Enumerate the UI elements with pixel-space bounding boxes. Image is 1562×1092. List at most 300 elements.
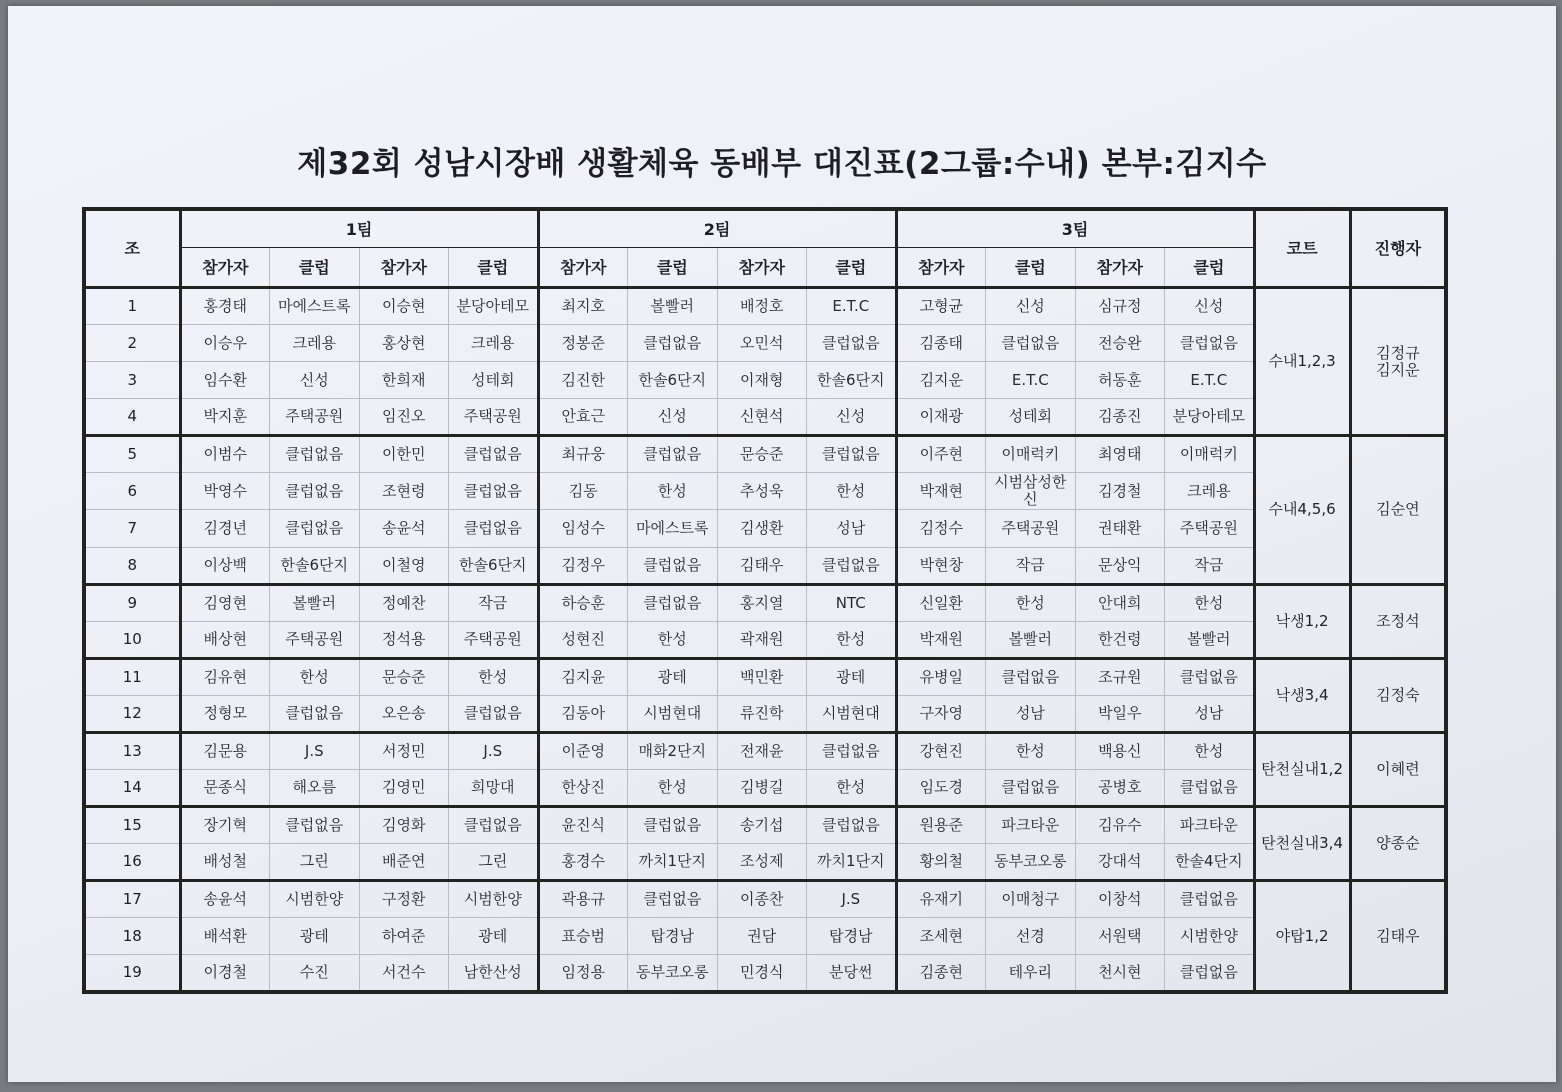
club-cell: 클럽없음 xyxy=(270,436,360,473)
participant-cell: 하여준 xyxy=(359,918,449,955)
participant-cell: 추성욱 xyxy=(717,473,807,510)
operator-name: 양종순 xyxy=(1376,834,1420,853)
participant-cell: 이범수 xyxy=(180,436,270,473)
participant-cell: 이상백 xyxy=(180,547,270,584)
club-cell: 시범삼성한신 xyxy=(986,473,1076,510)
club-cell: 한성 xyxy=(1165,584,1255,621)
table-row xyxy=(84,658,1446,695)
group-number: 8 xyxy=(84,547,180,584)
participant-cell: 김경철 xyxy=(1075,473,1165,510)
club-cell: 성테회 xyxy=(986,399,1076,436)
club-cell: 클럽없음 xyxy=(807,547,897,584)
group-number: 3 xyxy=(84,362,180,399)
participant-cell: 이재광 xyxy=(896,399,986,436)
court-cell: 야탑1,2 xyxy=(1254,881,1350,992)
club-cell: 클럽없음 xyxy=(628,436,718,473)
group-number: 18 xyxy=(84,918,180,955)
participant-cell: 서건수 xyxy=(359,955,449,992)
court-cell: 낙생3,4 xyxy=(1254,658,1350,732)
club-cell: 작금 xyxy=(1165,547,1255,584)
club-cell: 클럽없음 xyxy=(449,510,539,547)
club-cell: 신성 xyxy=(270,362,360,399)
club-cell: 클럽없음 xyxy=(628,807,718,844)
club-cell: 신성 xyxy=(628,399,718,436)
table-row xyxy=(84,325,1446,362)
participant-cell: 이경철 xyxy=(180,955,270,992)
participant-cell: 김영민 xyxy=(359,770,449,807)
participant-subheader: 참가자 xyxy=(1075,248,1165,288)
club-cell: 주택공원 xyxy=(449,399,539,436)
participant-cell: 김동아 xyxy=(538,695,628,732)
club-cell: 한솔6단지 xyxy=(270,547,360,584)
participant-cell: 김종현 xyxy=(896,955,986,992)
club-cell: 성남 xyxy=(986,695,1076,732)
participant-cell: 구자영 xyxy=(896,695,986,732)
club-cell: 신성 xyxy=(986,288,1076,325)
club-cell: 탑경남 xyxy=(807,918,897,955)
club-cell: 광테 xyxy=(449,918,539,955)
group-number: 19 xyxy=(84,955,180,992)
participant-cell: 정봉준 xyxy=(538,325,628,362)
participant-cell: 이창석 xyxy=(1075,881,1165,918)
participant-cell: 구정환 xyxy=(359,881,449,918)
participant-cell: 김병길 xyxy=(717,770,807,807)
court-cell: 수내4,5,6 xyxy=(1254,436,1350,584)
participant-cell: 배상현 xyxy=(180,621,270,658)
club-cell: 클럽없음 xyxy=(807,732,897,769)
club-cell: 마에스트록 xyxy=(270,288,360,325)
participant-cell: 조성제 xyxy=(717,844,807,881)
participant-cell: 류진학 xyxy=(717,695,807,732)
participant-cell: 유재기 xyxy=(896,881,986,918)
club-cell: 클럽없음 xyxy=(449,695,539,732)
participant-cell: 서정민 xyxy=(359,732,449,769)
group-number: 10 xyxy=(84,621,180,658)
participant-cell: 홍경태 xyxy=(180,288,270,325)
club-cell: 한성 xyxy=(270,658,360,695)
participant-cell: 곽용규 xyxy=(538,881,628,918)
club-cell: 까치1단지 xyxy=(628,844,718,881)
participant-cell: 박현창 xyxy=(896,547,986,584)
club-cell: 신성 xyxy=(1165,288,1255,325)
club-cell: 볼빨러 xyxy=(270,584,360,621)
participant-cell: 김영화 xyxy=(359,807,449,844)
club-cell: 클럽없음 xyxy=(986,658,1076,695)
club-cell: 분당썬 xyxy=(807,955,897,992)
participant-cell: 임도경 xyxy=(896,770,986,807)
club-cell: 분당아테모 xyxy=(449,288,539,325)
operator-cell xyxy=(1350,807,1446,881)
club-cell: 테우리 xyxy=(986,955,1076,992)
club-cell: 볼빨러 xyxy=(628,288,718,325)
table-row xyxy=(84,399,1446,436)
participant-cell: 송윤석 xyxy=(180,881,270,918)
operator-cell xyxy=(1350,881,1446,992)
paper-sheet xyxy=(8,6,1556,1082)
club-cell: 광테 xyxy=(807,658,897,695)
participant-cell: 박일우 xyxy=(1075,695,1165,732)
participant-cell: 천시현 xyxy=(1075,955,1165,992)
participant-cell: 임정용 xyxy=(538,955,628,992)
club-cell: 한성 xyxy=(986,584,1076,621)
table-row xyxy=(84,695,1446,732)
participant-cell: 한상진 xyxy=(538,770,628,807)
participant-cell: 임수환 xyxy=(180,362,270,399)
participant-cell: 고형균 xyxy=(896,288,986,325)
club-cell: 크레용 xyxy=(449,325,539,362)
club-cell: 광테 xyxy=(270,918,360,955)
group-number: 13 xyxy=(84,732,180,769)
participant-cell: 안효근 xyxy=(538,399,628,436)
club-cell: 크레용 xyxy=(270,325,360,362)
participant-cell: 김지운 xyxy=(896,362,986,399)
participant-cell: 정형모 xyxy=(180,695,270,732)
participant-cell: 김유수 xyxy=(1075,807,1165,844)
participant-cell: 김진한 xyxy=(538,362,628,399)
club-cell: 클럽없음 xyxy=(449,807,539,844)
participant-cell: 조세현 xyxy=(896,918,986,955)
group-number: 16 xyxy=(84,844,180,881)
club-cell: 클럽없음 xyxy=(807,436,897,473)
club-cell: 클럽없음 xyxy=(628,881,718,918)
participant-cell: 송기섭 xyxy=(717,807,807,844)
club-subheader: 클럽 xyxy=(807,248,897,288)
operator-cell xyxy=(1350,658,1446,732)
group-number: 7 xyxy=(84,510,180,547)
club-cell: 클럽없음 xyxy=(986,325,1076,362)
table-row xyxy=(84,510,1446,547)
participant-cell: 박재원 xyxy=(896,621,986,658)
club-cell: E.T.C xyxy=(986,362,1076,399)
club-cell: 주택공원 xyxy=(449,621,539,658)
club-cell: 탑경남 xyxy=(628,918,718,955)
participant-cell: 최지호 xyxy=(538,288,628,325)
operator-name: 김지운 xyxy=(1376,360,1420,379)
participant-cell: 이승우 xyxy=(180,325,270,362)
table-row xyxy=(84,732,1446,769)
club-cell: 클럽없음 xyxy=(270,473,360,510)
club-cell: 주택공원 xyxy=(1165,510,1255,547)
club-cell: 클럽없음 xyxy=(807,807,897,844)
club-subheader: 클럽 xyxy=(986,248,1076,288)
participant-cell: 김태우 xyxy=(717,547,807,584)
participant-cell: 윤진식 xyxy=(538,807,628,844)
participant-cell: 백용신 xyxy=(1075,732,1165,769)
club-cell: 남한산성 xyxy=(449,955,539,992)
club-cell: 클럽없음 xyxy=(986,770,1076,807)
participant-cell: 안대희 xyxy=(1075,584,1165,621)
club-cell: 파크타운 xyxy=(986,807,1076,844)
participant-cell: 문승준 xyxy=(359,658,449,695)
group-number: 17 xyxy=(84,881,180,918)
participant-subheader: 참가자 xyxy=(896,248,986,288)
club-cell: 이매럭키 xyxy=(986,436,1076,473)
group-number: 5 xyxy=(84,436,180,473)
club-cell: 한성 xyxy=(628,473,718,510)
club-cell: 동부코오롱 xyxy=(986,844,1076,881)
participant-cell: 표승범 xyxy=(538,918,628,955)
participant-cell: 배정호 xyxy=(717,288,807,325)
table-row xyxy=(84,584,1446,621)
club-cell: J.S xyxy=(270,732,360,769)
participant-cell: 신일환 xyxy=(896,584,986,621)
participant-cell: 이종찬 xyxy=(717,881,807,918)
club-cell: 성테회 xyxy=(449,362,539,399)
club-cell: 시범현대 xyxy=(628,695,718,732)
table-row xyxy=(84,547,1446,584)
club-cell: 이매청구 xyxy=(986,881,1076,918)
group-number: 2 xyxy=(84,325,180,362)
group-number: 1 xyxy=(84,288,180,325)
club-cell: 희망대 xyxy=(449,770,539,807)
participant-cell: 임진오 xyxy=(359,399,449,436)
bracket-table xyxy=(82,207,1448,994)
participant-cell: 김정우 xyxy=(538,547,628,584)
group-number: 14 xyxy=(84,770,180,807)
participant-cell: 김유현 xyxy=(180,658,270,695)
table-row xyxy=(84,362,1446,399)
club-cell: 한성 xyxy=(807,621,897,658)
club-cell: 주택공원 xyxy=(270,621,360,658)
club-cell: 성남 xyxy=(1165,695,1255,732)
participant-subheader: 참가자 xyxy=(359,248,449,288)
operator-cell xyxy=(1350,584,1446,658)
club-cell: 시범한양 xyxy=(270,881,360,918)
club-cell: 신성 xyxy=(807,399,897,436)
participant-cell: 권담 xyxy=(717,918,807,955)
participant-cell: 박지훈 xyxy=(180,399,270,436)
operator-name: 이혜련 xyxy=(1376,760,1420,779)
club-cell: 분당아테모 xyxy=(1165,399,1255,436)
participant-cell: 최규웅 xyxy=(538,436,628,473)
club-cell: 매화2단지 xyxy=(628,732,718,769)
participant-cell: 조규원 xyxy=(1075,658,1165,695)
participant-cell: 허동훈 xyxy=(1075,362,1165,399)
group-number: 15 xyxy=(84,807,180,844)
club-cell: E.T.C xyxy=(807,288,897,325)
club-cell: 이매럭키 xyxy=(1165,436,1255,473)
club-cell: 클럽없음 xyxy=(628,325,718,362)
participant-cell: 김경년 xyxy=(180,510,270,547)
club-cell: E.T.C xyxy=(1165,362,1255,399)
club-cell: 그린 xyxy=(449,844,539,881)
table-row xyxy=(84,288,1446,325)
participant-cell: 오민석 xyxy=(717,325,807,362)
club-cell: 한성 xyxy=(628,621,718,658)
team-3-header: 3팀 xyxy=(896,209,1254,248)
participant-cell: 이준영 xyxy=(538,732,628,769)
participant-cell: 전승완 xyxy=(1075,325,1165,362)
club-cell: 클럽없음 xyxy=(1165,955,1255,992)
club-cell: 클럽없음 xyxy=(1165,658,1255,695)
club-cell: 주택공원 xyxy=(986,510,1076,547)
team-1-header: 1팀 xyxy=(180,209,538,248)
group-header: 조 xyxy=(84,209,180,288)
participant-cell: 강대석 xyxy=(1075,844,1165,881)
group-number: 4 xyxy=(84,399,180,436)
table-row xyxy=(84,955,1446,992)
operator-name: 김태우 xyxy=(1376,926,1420,945)
operator-name: 조정석 xyxy=(1376,611,1420,630)
club-cell: 클럽없음 xyxy=(270,695,360,732)
participant-cell: 공병호 xyxy=(1075,770,1165,807)
participant-cell: 성현진 xyxy=(538,621,628,658)
operator-name: 김정숙 xyxy=(1376,685,1420,704)
court-cell: 낙생1,2 xyxy=(1254,584,1350,658)
club-subheader: 클럽 xyxy=(1165,248,1255,288)
club-cell: 성남 xyxy=(807,510,897,547)
participant-cell: 정석용 xyxy=(359,621,449,658)
participant-cell: 김문용 xyxy=(180,732,270,769)
table-row xyxy=(84,844,1446,881)
club-cell: 한성 xyxy=(1165,732,1255,769)
participant-cell: 하승훈 xyxy=(538,584,628,621)
club-cell: 클럽없음 xyxy=(1165,770,1255,807)
participant-cell: 오은송 xyxy=(359,695,449,732)
participant-cell: 배석환 xyxy=(180,918,270,955)
group-number: 6 xyxy=(84,473,180,510)
table-row xyxy=(84,918,1446,955)
club-cell: 클럽없음 xyxy=(449,436,539,473)
club-cell: 볼빨러 xyxy=(1165,621,1255,658)
operator-header: 진행자 xyxy=(1350,209,1446,288)
club-cell: 한성 xyxy=(986,732,1076,769)
club-cell: 한솔6단지 xyxy=(807,362,897,399)
participant-cell: 홍상현 xyxy=(359,325,449,362)
club-cell: 시범한양 xyxy=(449,881,539,918)
club-cell: 클럽없음 xyxy=(449,473,539,510)
participant-cell: 정예찬 xyxy=(359,584,449,621)
participant-cell: 이승현 xyxy=(359,288,449,325)
operator-cell xyxy=(1350,732,1446,806)
participant-cell: 김영현 xyxy=(180,584,270,621)
club-cell: 클럽없음 xyxy=(628,547,718,584)
club-cell: 마에스트록 xyxy=(628,510,718,547)
participant-cell: 박재현 xyxy=(896,473,986,510)
operator-name: 김정규 xyxy=(1376,343,1420,362)
club-cell: 까치1단지 xyxy=(807,844,897,881)
participant-cell: 신현석 xyxy=(717,399,807,436)
club-cell: 한솔4단지 xyxy=(1165,844,1255,881)
club-cell: 시범현대 xyxy=(807,695,897,732)
club-cell: 클럽없음 xyxy=(270,807,360,844)
club-cell: 클럽없음 xyxy=(270,510,360,547)
participant-cell: 황의철 xyxy=(896,844,986,881)
participant-cell: 배준연 xyxy=(359,844,449,881)
club-cell: 수진 xyxy=(270,955,360,992)
participant-cell: 한희재 xyxy=(359,362,449,399)
participant-cell: 조현령 xyxy=(359,473,449,510)
club-cell: 한솔6단지 xyxy=(449,547,539,584)
table-row xyxy=(84,807,1446,844)
operator-name: 김순연 xyxy=(1376,500,1420,519)
participant-cell: 서원택 xyxy=(1075,918,1165,955)
club-cell: J.S xyxy=(807,881,897,918)
club-cell: 한성 xyxy=(807,473,897,510)
participant-cell: 이재형 xyxy=(717,362,807,399)
participant-cell: 홍지열 xyxy=(717,584,807,621)
club-cell: 작금 xyxy=(449,584,539,621)
participant-cell: 장기혁 xyxy=(180,807,270,844)
table-row xyxy=(84,473,1446,510)
group-number: 9 xyxy=(84,584,180,621)
group-number: 12 xyxy=(84,695,180,732)
participant-cell: 한건령 xyxy=(1075,621,1165,658)
participant-cell: 송윤석 xyxy=(359,510,449,547)
operator-cell xyxy=(1350,436,1446,584)
participant-cell: 김지윤 xyxy=(538,658,628,695)
club-cell: 클럽없음 xyxy=(807,325,897,362)
participant-cell: 이한민 xyxy=(359,436,449,473)
table-row xyxy=(84,881,1446,918)
participant-cell: 문종식 xyxy=(180,770,270,807)
club-cell: 클럽없음 xyxy=(1165,881,1255,918)
club-cell: 한성 xyxy=(628,770,718,807)
participant-cell: 이철영 xyxy=(359,547,449,584)
participant-subheader: 참가자 xyxy=(180,248,270,288)
club-cell: J.S xyxy=(449,732,539,769)
club-subheader: 클럽 xyxy=(270,248,360,288)
participant-cell: 문승준 xyxy=(717,436,807,473)
club-cell: 동부코오롱 xyxy=(628,955,718,992)
court-cell: 수내1,2,3 xyxy=(1254,288,1350,436)
club-cell: 해오름 xyxy=(270,770,360,807)
club-cell: 클럽없음 xyxy=(1165,325,1255,362)
club-cell: 한성 xyxy=(807,770,897,807)
participant-cell: 김종진 xyxy=(1075,399,1165,436)
participant-cell: 강현진 xyxy=(896,732,986,769)
club-cell: 크레용 xyxy=(1165,473,1255,510)
operator-cell xyxy=(1350,288,1446,436)
club-cell: 파크타운 xyxy=(1165,807,1255,844)
participant-cell: 김생환 xyxy=(717,510,807,547)
document-title: 제32회 성남시장배 생활체육 동배부 대진표(2그룹:수내) 본부:김지수 xyxy=(297,146,1267,182)
club-cell: 주택공원 xyxy=(270,399,360,436)
court-cell: 탄천실내1,2 xyxy=(1254,732,1350,806)
participant-cell: 심규정 xyxy=(1075,288,1165,325)
club-cell: 작금 xyxy=(986,547,1076,584)
participant-cell: 홍경수 xyxy=(538,844,628,881)
participant-cell: 유병일 xyxy=(896,658,986,695)
group-number: 11 xyxy=(84,658,180,695)
club-cell: 그린 xyxy=(270,844,360,881)
participant-cell: 임성수 xyxy=(538,510,628,547)
club-cell: 클럽없음 xyxy=(628,584,718,621)
table-row xyxy=(84,770,1446,807)
participant-cell: 문상익 xyxy=(1075,547,1165,584)
table-row xyxy=(84,436,1446,473)
club-subheader: 클럽 xyxy=(628,248,718,288)
participant-cell: 권태환 xyxy=(1075,510,1165,547)
club-cell: 시범한양 xyxy=(1165,918,1255,955)
participant-cell: 곽재원 xyxy=(717,621,807,658)
participant-cell: 김동 xyxy=(538,473,628,510)
participant-subheader: 참가자 xyxy=(717,248,807,288)
participant-cell: 박영수 xyxy=(180,473,270,510)
participant-cell: 김종태 xyxy=(896,325,986,362)
participant-cell: 최영태 xyxy=(1075,436,1165,473)
team-2-header: 2팀 xyxy=(538,209,896,248)
club-cell: 선경 xyxy=(986,918,1076,955)
club-cell: 한솔6단지 xyxy=(628,362,718,399)
participant-cell: 백민환 xyxy=(717,658,807,695)
participant-cell: 원용준 xyxy=(896,807,986,844)
participant-cell: 김정수 xyxy=(896,510,986,547)
club-cell: 볼빨러 xyxy=(986,621,1076,658)
court-header: 코트 xyxy=(1254,209,1350,288)
participant-subheader: 참가자 xyxy=(538,248,628,288)
participant-cell: 배성철 xyxy=(180,844,270,881)
